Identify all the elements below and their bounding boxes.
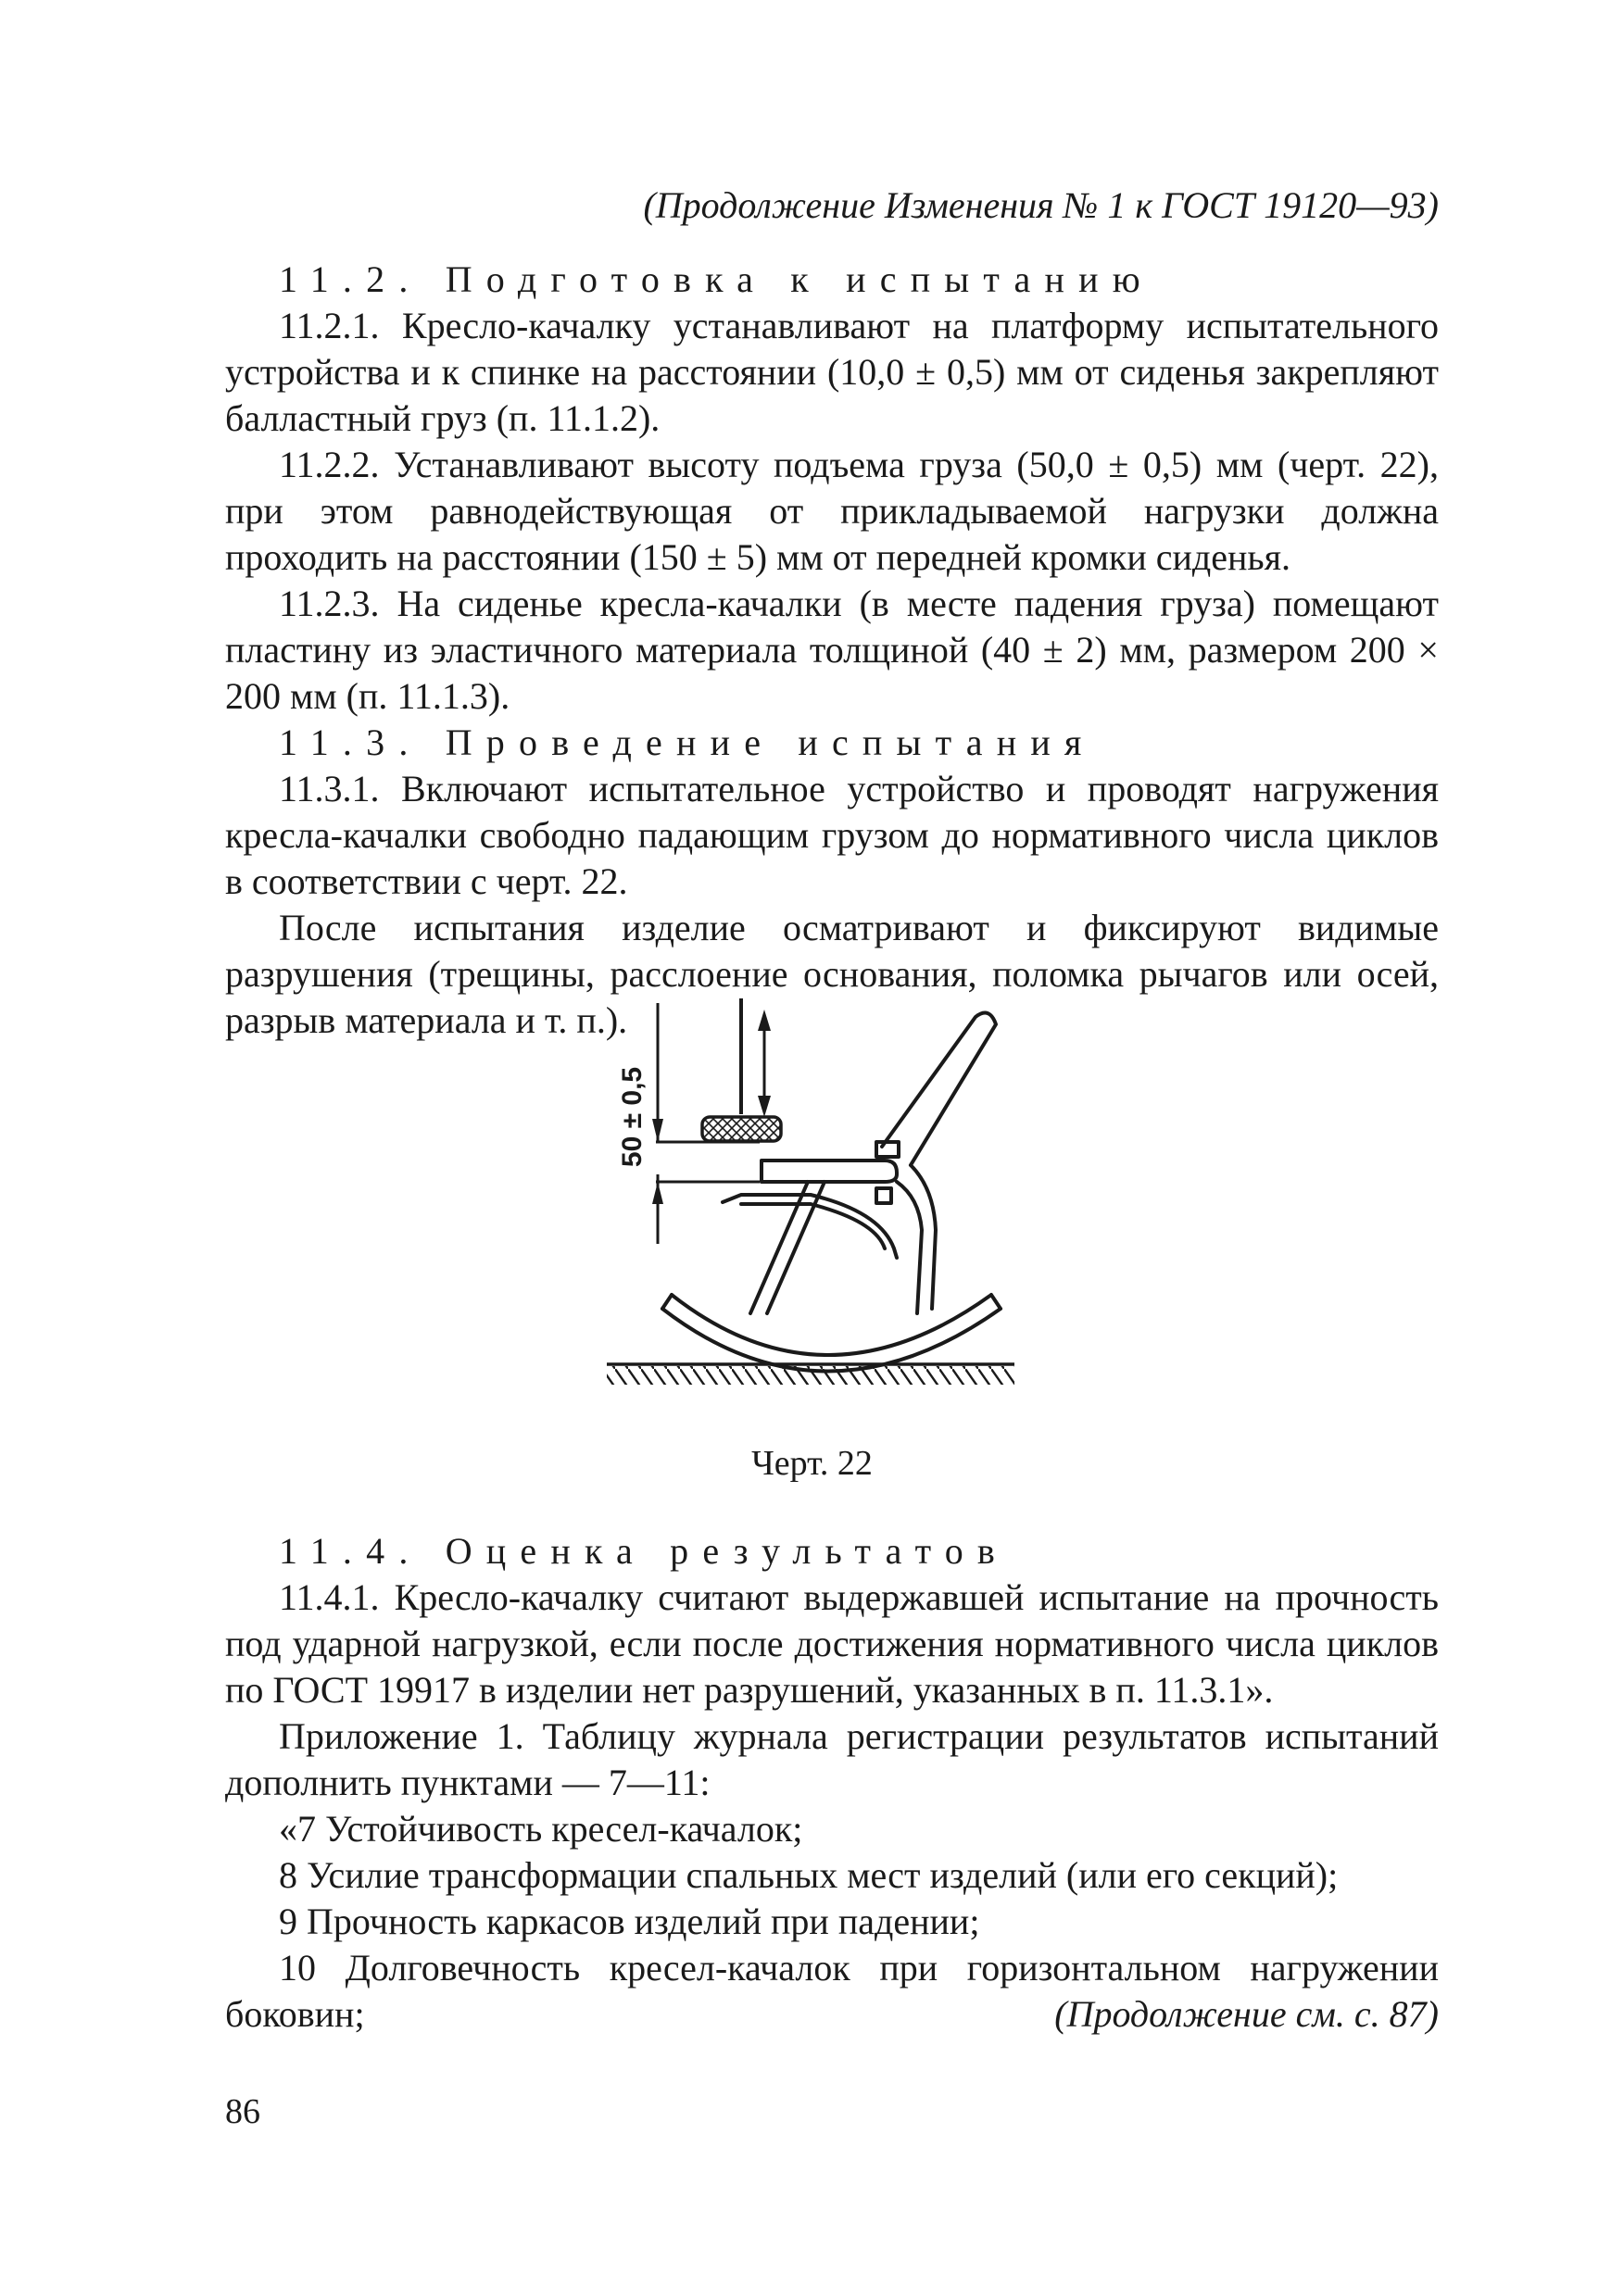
paragraph-appendix-1: Приложение 1. Таблицу журнала регистрации результатов испытаний дополнить пунктами — 7—11:	[225, 1715, 1439, 1803]
figure-caption: Черт. 22	[751, 1444, 873, 1483]
paragraph-11-2-2: 11.2.2. Устанавливают высоту подъема груза (50,0 ± 0,5) мм (черт. 22), при этом равнодействующая от прикладываемой нагрузки должна проходить на расстоянии (150 ± 5) мм от передней кромки сиденья.	[225, 444, 1439, 578]
paragraph-11-4-1: 11.4.1. Кресло-качалку считают выдержавшей испытание на прочность под ударной нагрузкой, если после достижения нормативного числа циклов по ГОСТ 19917 в изделии нет разрушений, указанных в п. 11.3.1».	[225, 1576, 1439, 1711]
dimension-label: 50 ± 0,5	[617, 1066, 648, 1168]
ground	[607, 1364, 1014, 1385]
section-11-2	[225, 257, 1439, 1044]
section-heading-11-4: 11.4. Оценка результатов	[279, 1530, 1010, 1572]
falling-weight	[702, 1117, 781, 1141]
list-item-7: «7 Устойчивость кресел-качалок;	[279, 1808, 803, 1850]
rocking-chair-figure	[602, 998, 1065, 1434]
paragraph-11-3-2: После испытания изделие осматривают и фиксируют видимые разрушения (трещины, расслоение основания, поломка рычагов или осей, разрыв материала и т. п.).	[225, 907, 1439, 1041]
page-number: 86	[225, 2092, 260, 2131]
paragraph-11-2-3: 11.2.3. На сиденье кресла-качалки (в месте падения груза) помещают пластину из эластичного материала толщиной (40 ± 2) мм, размером 200 × 200 мм (п. 11.1.3).	[225, 583, 1439, 717]
movement-arrow-icon	[758, 1010, 771, 1117]
continuation-note: (Продолжение см. с. 87)	[1054, 1993, 1439, 2035]
list-item-9: 9 Прочность каркасов изделий при падении;	[279, 1901, 980, 1942]
list-item-8: 8 Усилие трансформации спальных мест изделий (или его секций);	[279, 1854, 1339, 1896]
running-head: (Продолжение Изменения № 1 к ГОСТ 19120—93)	[643, 184, 1439, 226]
list-item-10: 10 Долговечность кресел-качалок при горизонтальном нагружении боковин;	[225, 1947, 1439, 2035]
paragraph-11-2-1: 11.2.1. Кресло-качалку устанавливают на платформу испытательного устройства и к спинке на расстоянии (10,0 ± 0,5) мм от сиденья закрепляют балластный груз (п. 11.1.2).	[225, 305, 1439, 439]
section-heading-11-2: 11.2. Подготовка к испытанию	[279, 258, 1154, 300]
rocking-chair	[662, 1013, 1001, 1372]
paragraph-11-3-1: 11.3.1. Включают испытательное устройство и проводят нагружения кресла-качалки свободно падающим грузом до нормативного числа циклов в соответствии с черт. 22.	[225, 768, 1439, 902]
dimension-arrowheads	[652, 1119, 663, 1204]
section-heading-11-3: 11.3. Проведение испытания	[279, 721, 1096, 763]
section-11-4	[225, 1528, 1439, 2038]
